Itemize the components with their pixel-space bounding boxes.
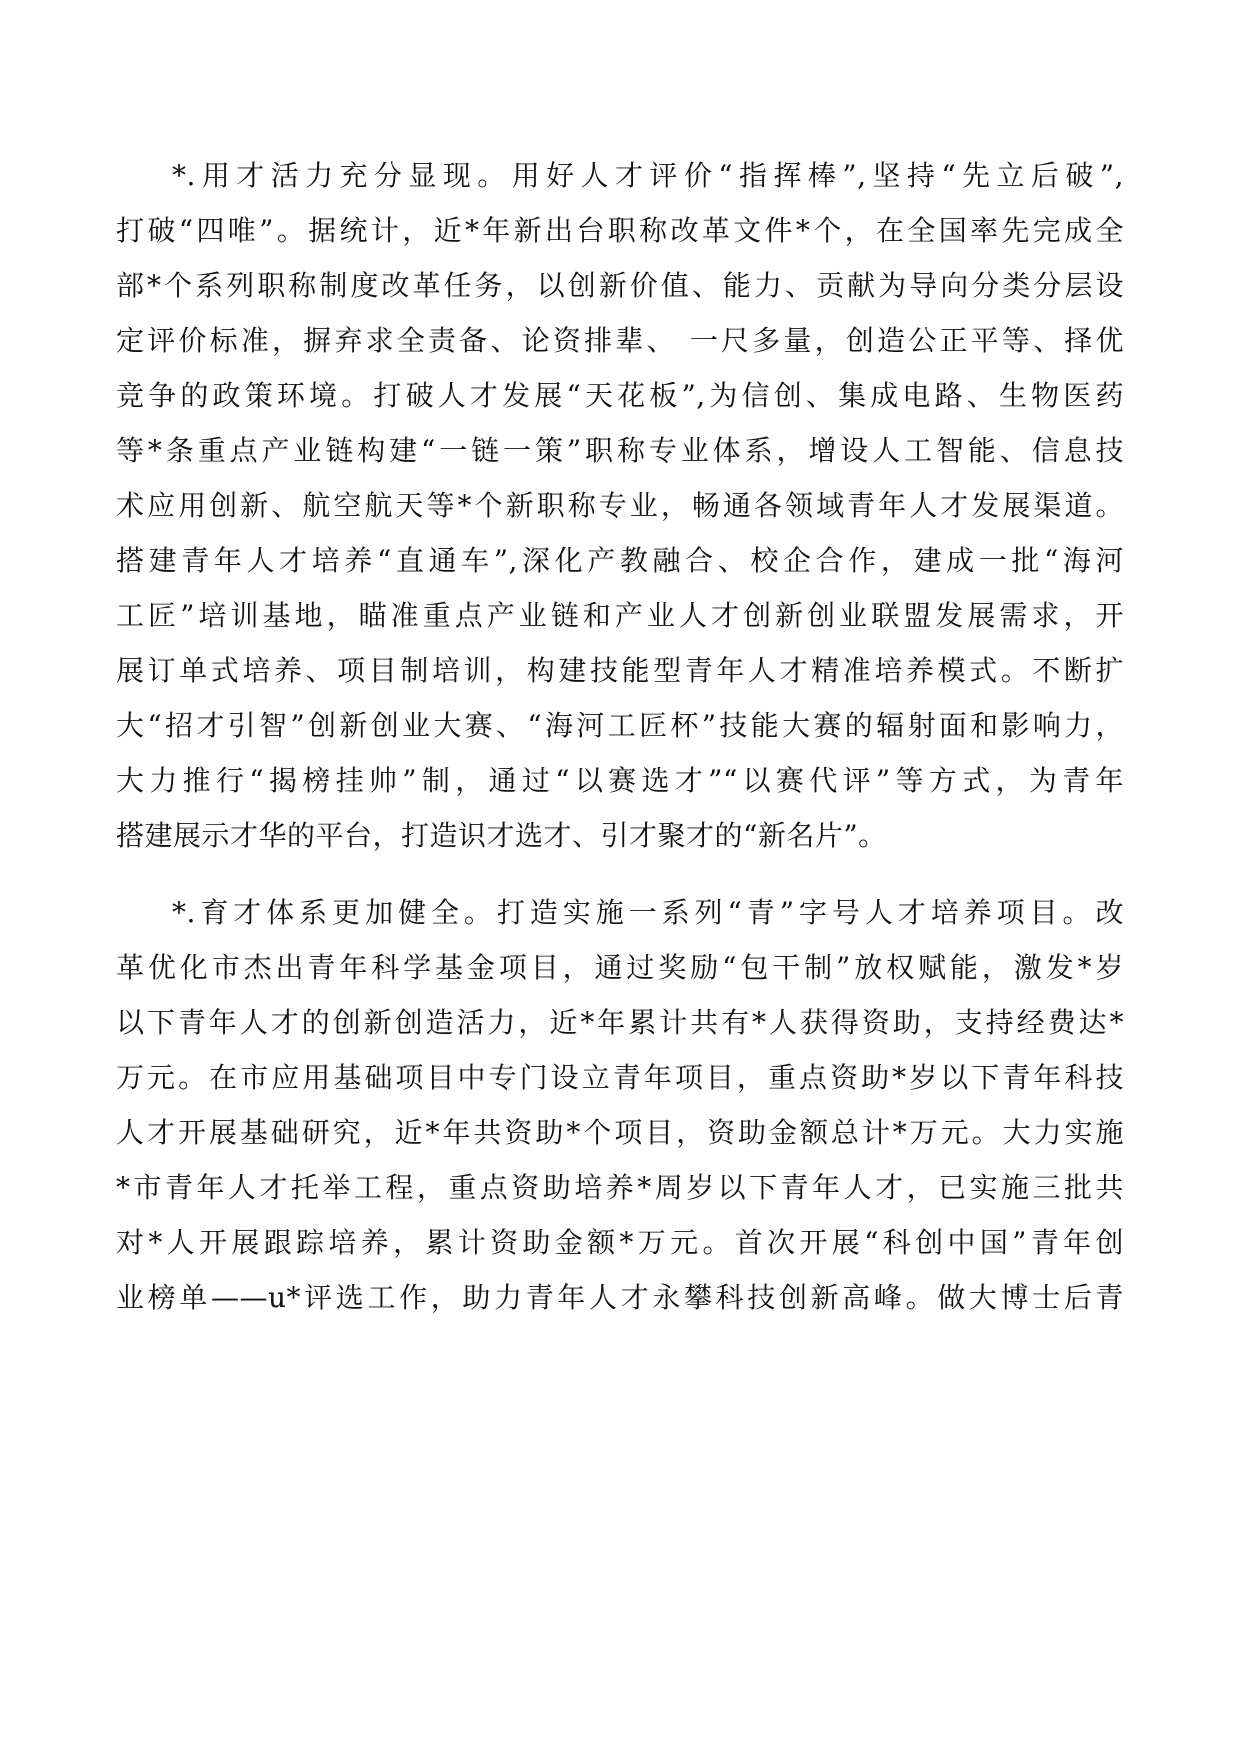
- text-line: 定评价标准，摒弃求全责备、论资排辈、 一尺多量，创造公正平等、择优: [116, 324, 1124, 357]
- text-line: 等*条重点产业链构建“一链一策”职称专业体系，增设人工智能、信息技: [116, 434, 1124, 467]
- text-line: 工匠”培训基地，瞄准重点产业链和产业人才创新创业联盟发展需求，开: [116, 599, 1124, 632]
- text-line: 部*个系列职称制度改革任务，以创新价值、能力、贡献为导向分类分层设: [116, 269, 1124, 302]
- text-line: *.育才体系更加健全。打造实施一系列“青”字号人才培养项目。改: [172, 896, 1124, 929]
- paragraph-talent-use: [116, 148, 1124, 863]
- text-line: 术应用创新、航空航天等*个新职称专业，畅通各领域青年人才发展渠道。: [116, 489, 1124, 522]
- text-line: 以下青年人才的创新创造活力，近*年累计共有*人获得资助，支持经费达*: [116, 1006, 1124, 1039]
- text-line: 人才开展基础研究，近*年共资助*个项目，资助金额总计*万元。大力实施: [116, 1116, 1124, 1149]
- text-line: 业榜单——u*评选工作，助力青年人才永攀科技创新高峰。做大博士后青: [116, 1281, 1124, 1314]
- text-line: 展订单式培养、项目制培训，构建技能型青年人才精准培养模式。不断扩: [116, 654, 1124, 687]
- text-line: 打破“四唯”。据统计，近*年新出台职称改革文件*个，在全国率先完成全: [116, 214, 1124, 247]
- text-line: 竞争的政策环境。打破人才发展“天花板”,为信创、集成电路、生物医药: [116, 379, 1124, 412]
- text-line: 搭建青年人才培养“直通车”,深化产教融合、校企合作，建成一批“海河: [116, 544, 1124, 577]
- text-line: 革优化市杰出青年科学基金项目，通过奖励“包干制”放权赋能，激发*岁: [116, 951, 1124, 984]
- document-body: [116, 148, 1124, 1325]
- text-line: *市青年人才托举工程，重点资助培养*周岁以下青年人才，已实施三批共: [116, 1171, 1124, 1204]
- paragraph-talent-cultivation: [116, 885, 1124, 1325]
- text-line: 大“招才引智”创新创业大赛、“海河工匠杯”技能大赛的辐射面和影响力，: [116, 709, 1124, 742]
- text-line: *.用才活力充分显现。用好人才评价“指挥棒”,坚持“先立后破”,: [172, 159, 1124, 192]
- text-line: 搭建展示才华的平台，打造识才选才、引才聚才的“新名片”。: [116, 819, 887, 852]
- text-line: 万元。在市应用基础项目中专门设立青年项目，重点资助*岁以下青年科技: [116, 1061, 1124, 1094]
- text-line: 对*人开展跟踪培养，累计资助金额*万元。首次开展“科创中国”青年创: [116, 1226, 1124, 1259]
- text-line: 大力推行“揭榜挂帅”制，通过“以赛选才”“以赛代评”等方式，为青年: [116, 764, 1124, 797]
